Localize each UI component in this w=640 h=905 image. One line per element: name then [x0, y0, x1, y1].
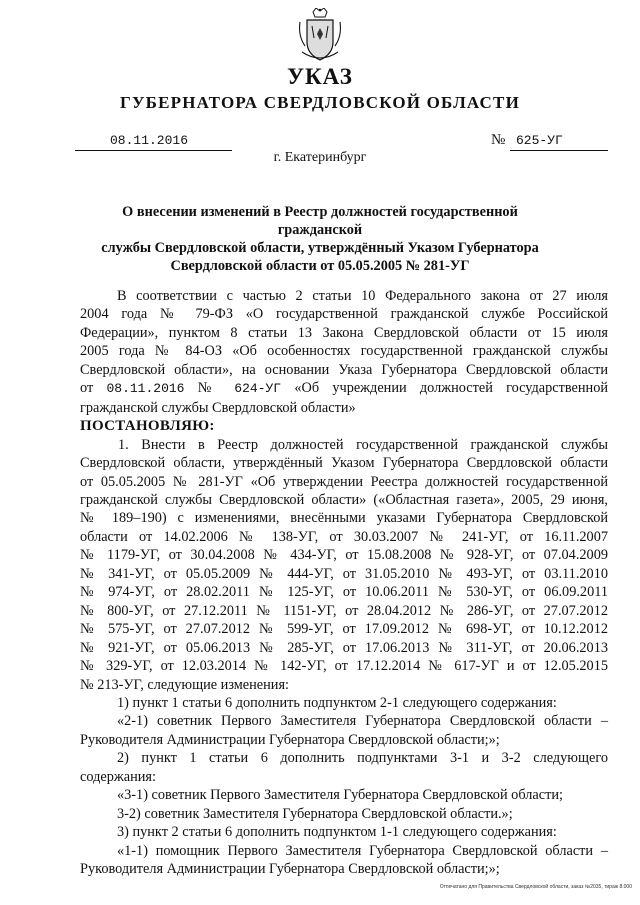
- city-line: г. Екатеринбург: [273, 150, 367, 165]
- document-body: [80, 287, 608, 879]
- referenced-decree-number: 624-УГ: [234, 381, 282, 397]
- preamble-line: гражданской службы Свердловской области»: [80, 399, 356, 416]
- item1-line: от 05.05.2005 № 281-УГ «Об утверждении Реестра должностей государственной: [80, 473, 608, 490]
- subitem-3-quote: Руководителя Администрации Губернатора Свердловской области;»;: [80, 861, 500, 878]
- document-date: 08.11.2016: [110, 133, 189, 148]
- item1-line: № 921-УГ, от 05.06.2013 № 285-УГ, от 17.06.2013 № 311-УГ, от 20.06.2013: [80, 639, 608, 656]
- subitem-1: 1) пункт 1 статьи 6 дополнить подпунктом 2-1 следующего содержания:: [117, 694, 557, 711]
- item1-line: гражданской службы Свердловской области» («Областная газета», 2005, 29 июня,: [80, 491, 608, 508]
- preamble-line: Свердловской области», на основании Указа Губернатора Свердловской области: [80, 361, 608, 378]
- heading-line: О внесении изменений в Реестр должностей государственной гражданской: [122, 204, 518, 238]
- item1-line: области от 14.02.2006 № 138-УГ, от 30.03.2007 № 241-УГ, от 16.11.2007: [80, 528, 608, 545]
- coat-of-arms-icon: [297, 8, 343, 64]
- item1-line: № 213-УГ, следующие изменения:: [80, 676, 290, 693]
- preamble-line: 2005 года № 84-ОЗ «Об особенностях государственной гражданской службы: [80, 343, 608, 360]
- item1-line: № 189–190) с изменениями, внесёнными указами Губернатора Свердловской: [80, 510, 608, 527]
- document-title: УКАЗ: [287, 64, 353, 89]
- preamble-line: В соответствии с частью 2 статьи 10 Федерального закона от 27 июля: [117, 288, 608, 304]
- referenced-decree-date: 08.11.2016: [106, 381, 185, 397]
- subitem-1-quote: «2-1) советник Первого Заместителя Губернатора Свердловской области –: [117, 713, 608, 730]
- subitem-2: 2) пункт 1 статьи 6 дополнить подпунктами 3-1 и 3-2 следующего: [117, 750, 608, 767]
- decree-line: [80, 417, 608, 435]
- item1-line: № 1179-УГ, от 30.04.2008 № 434-УГ, от 15.08.2008 № 928-УГ, от 07.04.2009: [80, 547, 608, 564]
- document-number: 625-УГ: [516, 133, 563, 148]
- item1-line: 1. Внести в Реестр должностей государственной гражданской службы: [118, 436, 608, 453]
- print-note: Отпечатано для Правительства Свердловской области, заказ №2035, тираж 8.000: [439, 884, 632, 890]
- preamble-line: Федерации», пунктом 8 статьи 13 Закона Свердловской области от 15 июля: [80, 324, 608, 341]
- subitem-2-quote: «3-1) советник Первого Заместителя Губернатора Свердловской области;: [117, 787, 563, 804]
- subitem-1-quote: Руководителя Администрации Губернатора Свердловской области;»;: [80, 731, 500, 748]
- item1-line: № 341-УГ, от 05.05.2009 № 444-УГ, от 31.05.2010 № 493-УГ, от 03.11.2010: [80, 565, 608, 582]
- document-subtitle: ГУБЕРНАТОРА СВЕРДЛОВСКОЙ ОБЛАСТИ: [119, 93, 521, 112]
- item1-line: № 800-УГ, от 27.12.2011 № 1151-УГ, от 28.04.2012 № 286-УГ, от 27.07.2012: [80, 602, 608, 619]
- subitem-2: содержания:: [80, 768, 156, 785]
- item1-line: № 974-УГ, от 28.02.2011 № 125-УГ, от 10.06.2011 № 530-УГ, от 06.09.2011: [80, 584, 608, 601]
- item1-line: Свердловской области, утверждённый Указом Губернатора Свердловской области: [80, 455, 608, 472]
- number-label: №: [491, 132, 506, 148]
- preamble-line: 2004 года № 79-ФЗ «О государственной гражданской службе Российской: [80, 306, 608, 323]
- subitem-3-quote: «1-1) помощник Первого Заместителя Губернатора Свердловской области –: [117, 842, 608, 859]
- heading-line: Свердловской области от 05.05.2005 № 281-УГ: [170, 258, 470, 274]
- document-heading: [80, 203, 560, 275]
- referenced-number-sign: №: [197, 380, 222, 397]
- heading-line: службы Свердловской области, утверждённый Указом Губернатора: [101, 240, 539, 256]
- item1-line: № 575-УГ, от 27.07.2012 № 599-УГ, от 17.09.2012 № 698-УГ, от 10.12.2012: [80, 621, 608, 638]
- preamble-from: от: [80, 380, 94, 397]
- subitem-3: 3) пункт 2 статьи 6 дополнить подпунктом 1-1 следующего содержания:: [117, 824, 557, 841]
- subitem-2-quote: 3-2) советник Заместителя Губернатора Свердловской области.»;: [117, 805, 513, 822]
- referenced-decree-title: «Об учреждении должностей государственной: [294, 380, 609, 397]
- decree-word: ПОСТАНОВЛЯЮ:: [80, 418, 215, 435]
- preamble-line: [80, 379, 608, 398]
- item1-line: № 329-УГ, от 12.03.2014 № 142-УГ, от 17.12.2014 № 617-УГ и от 12.05.2015: [80, 658, 608, 675]
